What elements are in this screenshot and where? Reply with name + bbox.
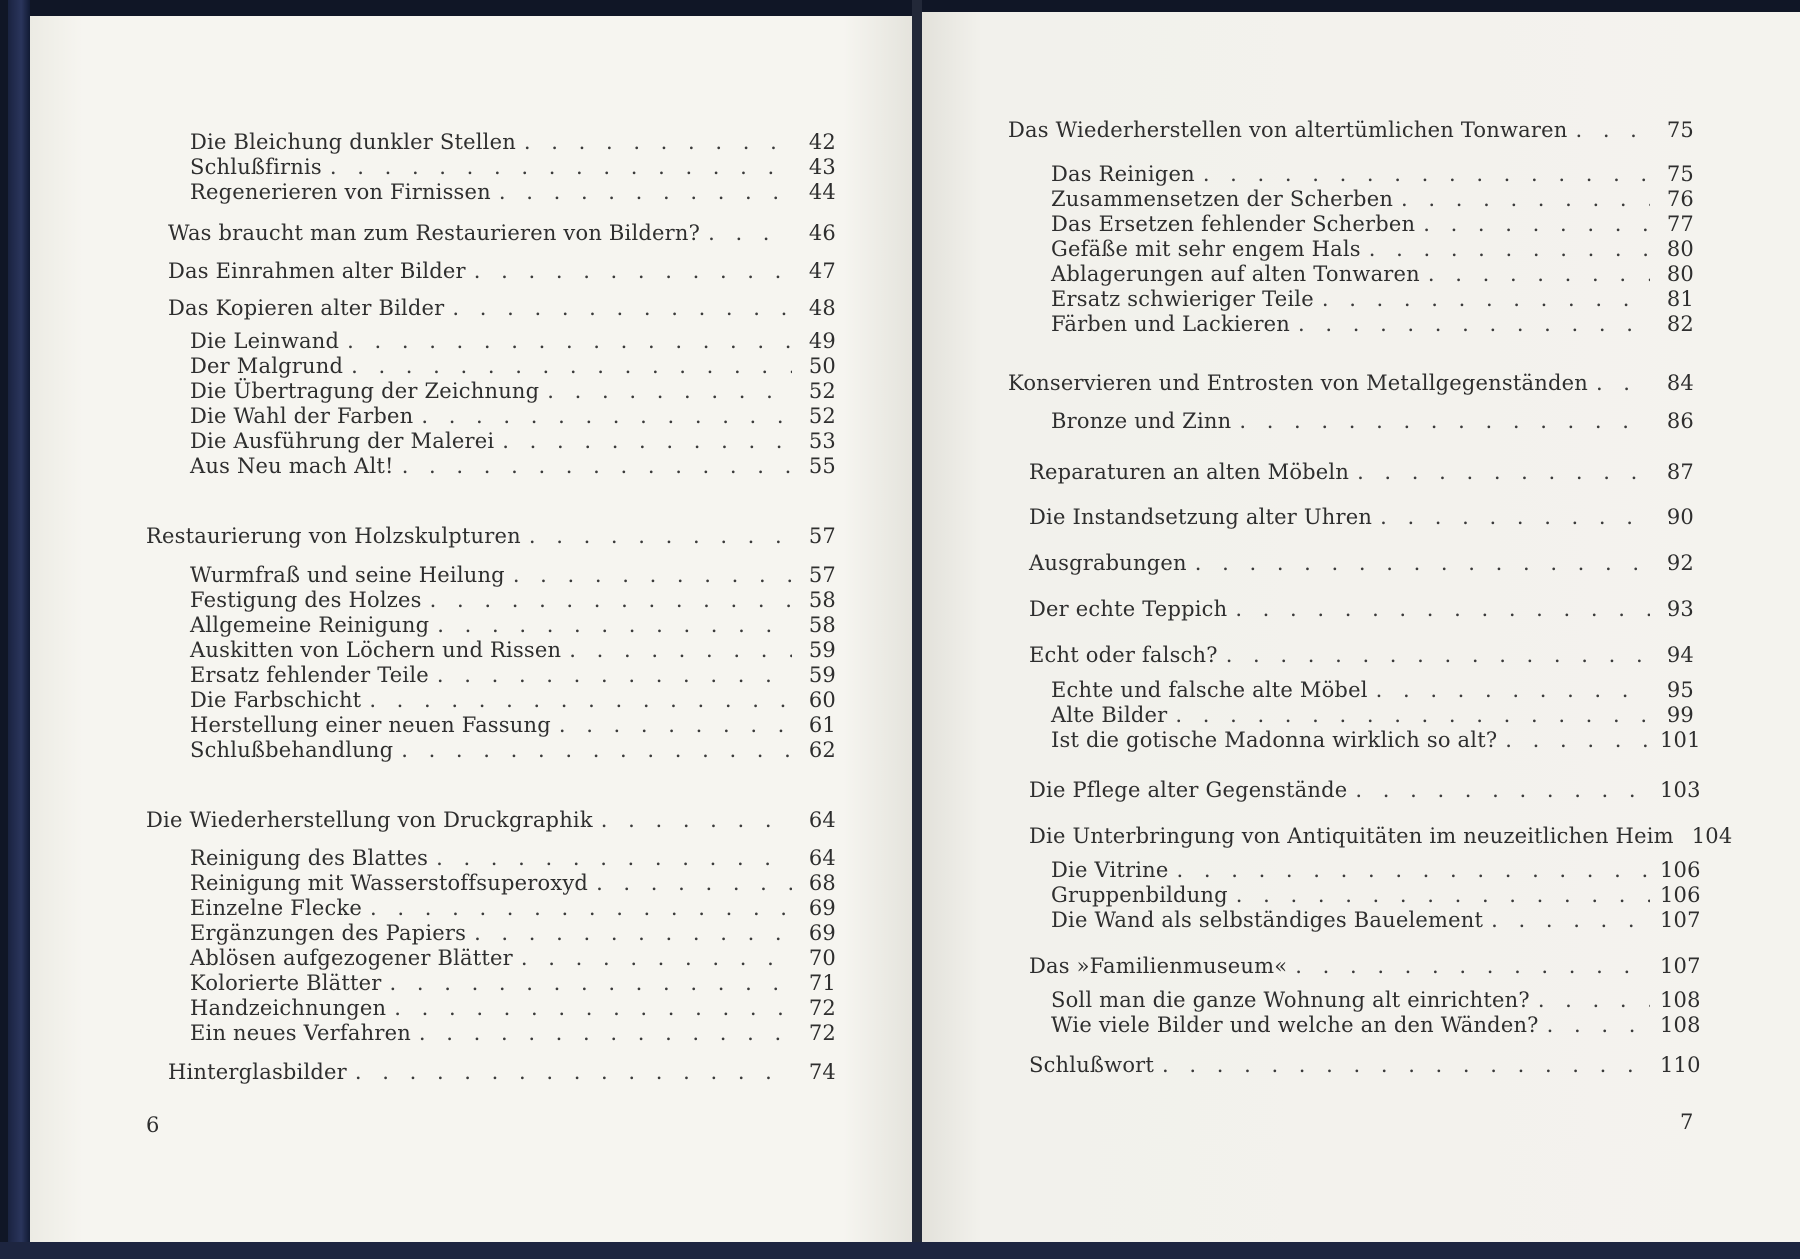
toc-entry-page: 86 — [1666, 409, 1694, 433]
toc-entry — [1051, 883, 1701, 907]
toc-entry-title: Die Instandsetzung alter Uhren — [1029, 505, 1373, 529]
toc-leader-dots — [1491, 908, 1650, 932]
toc-leader-dots — [1177, 858, 1650, 882]
toc-entry — [190, 663, 836, 687]
toc-entry-page: 59 — [808, 638, 836, 662]
toc-entry-title: Die Unterbringung von Antiquitäten im neuzeitlichen Heim — [1029, 824, 1674, 848]
toc-entry-page: 93 — [1666, 597, 1694, 621]
toc-entry-title: Reparaturen an alten Möbeln — [1029, 460, 1350, 484]
toc-entry-page: 80 — [1666, 237, 1694, 261]
toc-entry-page: 72 — [808, 996, 836, 1020]
toc-leader-dots — [1203, 162, 1650, 186]
toc-entry-page: 68 — [808, 871, 836, 895]
toc-entry-page: 44 — [808, 180, 836, 204]
toc-leader-dots — [1298, 312, 1650, 336]
toc-entry — [1051, 908, 1701, 932]
toc-entry-page: 60 — [808, 688, 836, 712]
toc-leader-dots — [1162, 1053, 1650, 1077]
toc-leader-dots — [1428, 262, 1650, 286]
toc-entry — [1051, 162, 1694, 186]
toc-entry-title: Restaurierung von Holzskulpturen — [146, 524, 521, 548]
cover-edge — [8, 0, 30, 1259]
toc-entry — [1051, 858, 1701, 882]
toc-entry-title: Schlußbehandlung — [190, 738, 394, 762]
toc-entry — [1029, 643, 1694, 667]
toc-entry — [190, 329, 836, 353]
toc-entry-title: Ist die gotische Madonna wirklich so alt? — [1051, 728, 1498, 752]
toc-entry-title: Kolorierte Blätter — [190, 971, 382, 995]
toc-entry — [146, 524, 836, 548]
toc-leader-dots — [351, 354, 792, 378]
toc-entry-title: Gruppenbildung — [1051, 883, 1228, 907]
toc-entry-page: 94 — [1666, 643, 1694, 667]
toc-entry — [190, 688, 836, 712]
toc-entry-page: 74 — [808, 1060, 836, 1084]
toc-entry-title: Das »Familienmuseum« — [1029, 954, 1288, 978]
toc-entry — [1029, 460, 1694, 484]
toc-entry — [1029, 954, 1701, 978]
toc-entry — [1051, 312, 1694, 336]
toc-entry-page: 58 — [808, 613, 836, 637]
toc-leader-dots — [529, 524, 792, 548]
toc-leader-dots — [559, 713, 792, 737]
toc-entry-page: 108 — [1660, 1013, 1701, 1037]
toc-entry-title: Ablösen aufgezogener Blätter — [190, 946, 513, 970]
toc-entry — [190, 454, 836, 478]
toc-leader-dots — [401, 738, 792, 762]
toc-entry — [190, 738, 836, 762]
toc-leader-dots — [402, 454, 792, 478]
toc-entry-title: Alte Bilder — [1051, 703, 1168, 727]
toc-leader-dots — [1236, 883, 1650, 907]
toc-entry-page: 95 — [1666, 678, 1694, 702]
toc-entry-title: Einzelne Flecke — [190, 896, 363, 920]
toc-leader-dots — [1369, 237, 1650, 261]
toc-entry-page: 107 — [1660, 908, 1701, 932]
toc-entry — [1051, 1013, 1701, 1037]
toc-entry-title: Bronze und Zinn — [1051, 409, 1232, 433]
toc-entry-page: 71 — [808, 971, 836, 995]
toc-entry-title: Die Ausführung der Malerei — [190, 429, 495, 453]
toc-entry — [146, 808, 836, 832]
toc-entry — [1051, 678, 1694, 702]
toc-entry-page: 48 — [808, 296, 836, 320]
toc-entry-title: Die Wahl der Farben — [190, 404, 414, 428]
toc-entry — [1051, 703, 1694, 727]
toc-leader-dots — [1401, 187, 1650, 211]
toc-entry — [1051, 212, 1694, 236]
toc-leader-dots — [394, 996, 792, 1020]
toc-leader-dots — [436, 846, 792, 870]
toc-entry-title: Ablagerungen auf alten Tonwaren — [1051, 262, 1420, 286]
toc-entry-page: 50 — [808, 354, 836, 378]
toc-leader-dots — [1295, 954, 1650, 978]
toc-leader-dots — [437, 663, 792, 687]
toc-entry — [190, 871, 836, 895]
toc-entry — [190, 1021, 836, 1045]
toc-leader-dots — [355, 1060, 792, 1084]
toc-leader-dots — [521, 946, 792, 970]
toc-leader-dots — [330, 155, 792, 179]
toc-entry-title: Ersatz schwieriger Teile — [1051, 287, 1314, 311]
toc-entry-title: Der Malgrund — [190, 354, 344, 378]
toc-leader-dots — [1575, 118, 1650, 142]
toc-entry-title: Ersatz fehlender Teile — [190, 663, 429, 687]
toc-entry — [1008, 118, 1694, 142]
toc-leader-dots — [369, 688, 792, 712]
toc-leader-dots — [1423, 212, 1650, 236]
toc-entry — [190, 971, 836, 995]
toc-entry-page: 58 — [808, 588, 836, 612]
toc-entry-page: 90 — [1666, 505, 1694, 529]
toc-entry-title: Auskitten von Löchern und Rissen — [190, 638, 562, 662]
toc-entry-page: 87 — [1666, 460, 1694, 484]
toc-entry-title: Die Farbschicht — [190, 688, 362, 712]
toc-entry — [190, 354, 836, 378]
toc-entry-page: 42 — [808, 130, 836, 154]
toc-entry — [1051, 988, 1701, 1012]
toc-entry-title: Gefäße mit sehr engem Hals — [1051, 237, 1361, 261]
toc-entry-page: 52 — [808, 404, 836, 428]
toc-entry-page: 49 — [808, 329, 836, 353]
toc-entry — [1051, 728, 1701, 752]
cover-bottom-edge — [0, 1242, 1800, 1259]
toc-entry — [190, 404, 836, 428]
toc-leader-dots — [1538, 988, 1650, 1012]
toc-entry-title: Das Reinigen — [1051, 162, 1195, 186]
toc-entry — [190, 613, 836, 637]
toc-entry-title: Ausgrabungen — [1029, 551, 1187, 575]
toc-leader-dots — [1322, 287, 1650, 311]
toc-leader-dots — [601, 808, 792, 832]
toc-entry — [1029, 778, 1701, 802]
toc-entry-page: 76 — [1666, 187, 1694, 211]
toc-leader-dots — [437, 613, 792, 637]
toc-entry-page: 64 — [808, 846, 836, 870]
toc-entry-page: 46 — [808, 221, 836, 245]
toc-entry-title: Färben und Lackieren — [1051, 312, 1291, 336]
toc-leader-dots — [452, 296, 792, 320]
toc-entry-title: Hinterglasbilder — [168, 1060, 347, 1084]
toc-entry-title: Handzeichnungen — [190, 996, 387, 1020]
book-gutter — [912, 0, 922, 1259]
toc-entry — [168, 221, 836, 245]
toc-entry — [168, 259, 836, 283]
toc-entry-title: Die Wand als selbständiges Bauelement — [1051, 908, 1484, 932]
toc-entry — [168, 1060, 836, 1084]
toc-entry — [1029, 505, 1694, 529]
toc-entry-page: 53 — [808, 429, 836, 453]
toc-entry-page: 110 — [1660, 1053, 1701, 1077]
toc-entry-page: 57 — [808, 524, 836, 548]
toc-entry-page: 75 — [1666, 162, 1694, 186]
toc-leader-dots — [1376, 678, 1650, 702]
toc-entry-title: Die Leinwand — [190, 329, 340, 353]
toc-leader-dots — [419, 1021, 792, 1045]
toc-entry — [190, 921, 836, 945]
toc-entry-page: 57 — [808, 563, 836, 587]
toc-leader-dots — [1239, 409, 1650, 433]
toc-entry-page: 84 — [1666, 371, 1694, 395]
toc-entry-title: Echt oder falsch? — [1029, 643, 1218, 667]
toc-entry-title: Allgemeine Reinigung — [190, 613, 430, 637]
toc-entry-page: 101 — [1660, 728, 1701, 752]
toc-entry-page: 103 — [1660, 778, 1701, 802]
toc-entry — [190, 713, 836, 737]
toc-leader-dots — [1195, 551, 1650, 575]
toc-entry-page: 52 — [808, 379, 836, 403]
toc-entry-title: Der echte Teppich — [1029, 597, 1228, 621]
toc-leader-dots — [430, 588, 792, 612]
toc-entry-title: Die Bleichung dunkler Stellen — [190, 130, 516, 154]
toc-entry-title: Das Ersetzen fehlender Scherben — [1051, 212, 1416, 236]
toc-leader-dots — [513, 563, 792, 587]
toc-entry-title: Die Übertragung der Zeichnung — [190, 379, 540, 403]
toc-entry — [1051, 409, 1694, 433]
toc-entry-title: Ein neues Verfahren — [190, 1021, 411, 1045]
page-number-right: 7 — [1680, 1110, 1694, 1134]
toc-entry — [190, 638, 836, 662]
toc-entry-title: Echte und falsche alte Möbel — [1051, 678, 1368, 702]
toc-entry — [190, 588, 836, 612]
toc-leader-dots — [547, 379, 792, 403]
toc-leader-dots — [1355, 778, 1650, 802]
toc-entry-title: Was braucht man zum Restaurieren von Bildern? — [168, 221, 701, 245]
toc-entry-page: 69 — [808, 921, 836, 945]
toc-entry — [190, 130, 836, 154]
toc-entry — [1029, 551, 1694, 575]
toc-entry — [190, 429, 836, 453]
toc-entry-page: 108 — [1660, 988, 1701, 1012]
toc-entry — [1051, 287, 1694, 311]
toc-leader-dots — [1547, 1013, 1650, 1037]
toc-entry — [190, 946, 836, 970]
toc-entry — [190, 563, 836, 587]
toc-leader-dots — [347, 329, 792, 353]
toc-entry-title: Wie viele Bilder und welche an den Wänden? — [1051, 1013, 1539, 1037]
toc-entry-page: 99 — [1666, 703, 1694, 727]
toc-entry-page: 106 — [1660, 883, 1701, 907]
toc-entry — [190, 379, 836, 403]
toc-leader-dots — [569, 638, 792, 662]
toc-entry — [1051, 262, 1694, 286]
toc-entry — [190, 896, 836, 920]
toc-entry-title: Zusammensetzen der Scherben — [1051, 187, 1394, 211]
toc-leader-dots — [474, 921, 792, 945]
page-number-left: 6 — [146, 1113, 160, 1137]
toc-leader-dots — [1505, 728, 1650, 752]
toc-entry-page: 62 — [808, 738, 836, 762]
toc-entry — [190, 180, 836, 204]
toc-entry-title: Schlußfirnis — [190, 155, 322, 179]
toc-entry-title: Das Einrahmen alter Bilder — [168, 259, 466, 283]
toc-leader-dots — [474, 259, 792, 283]
toc-entry-title: Das Kopieren alter Bilder — [168, 296, 445, 320]
toc-entry-title: Reinigung des Blattes — [190, 846, 429, 870]
toc-entry-title: Reinigung mit Wasserstoffsuperoxyd — [190, 871, 589, 895]
toc-entry-page: 70 — [808, 946, 836, 970]
toc-entry — [1029, 1053, 1701, 1077]
toc-entry-page: 69 — [808, 896, 836, 920]
toc-entry-page: 43 — [808, 155, 836, 179]
toc-entry-title: Wurmfraß und seine Heilung — [190, 563, 505, 587]
toc-entry-page: 55 — [808, 454, 836, 478]
toc-leader-dots — [421, 404, 792, 428]
toc-leader-dots — [1380, 505, 1650, 529]
toc-entry-title: Aus Neu mach Alt! — [190, 454, 394, 478]
toc-entry-page: 61 — [808, 713, 836, 737]
toc-entry-page: 106 — [1660, 858, 1701, 882]
toc-entry-title: Herstellung einer neuen Fassung — [190, 713, 551, 737]
toc-entry-page: 47 — [808, 259, 836, 283]
toc-entry — [1051, 237, 1694, 261]
toc-leader-dots — [499, 180, 792, 204]
toc-entry-title: Ergänzungen des Papiers — [190, 921, 467, 945]
toc-entry — [1051, 187, 1694, 211]
toc-entry — [190, 846, 836, 870]
toc-entry-title: Die Wiederherstellung von Druckgraphik — [146, 808, 593, 832]
toc-entry — [1029, 597, 1694, 621]
toc-leader-dots — [1175, 703, 1650, 727]
toc-entry-title: Schlußwort — [1029, 1053, 1155, 1077]
toc-entry-title: Festigung des Holzes — [190, 588, 422, 612]
toc-entry-title: Soll man die ganze Wohnung alt einrichten? — [1051, 988, 1530, 1012]
toc-leader-dots — [1596, 371, 1650, 395]
toc-entry-title: Regenerieren von Firnissen — [190, 180, 491, 204]
toc-entry-title: Das Wiederherstellen von altertümlichen Tonwaren — [1008, 118, 1568, 142]
toc-leader-dots — [596, 871, 792, 895]
toc-entry-page: 77 — [1666, 212, 1694, 236]
toc-entry-page: 92 — [1666, 551, 1694, 575]
toc-leader-dots — [370, 896, 792, 920]
toc-entry-title: Die Pflege alter Gegenstände — [1029, 778, 1348, 802]
toc-entry-page: 80 — [1666, 262, 1694, 286]
toc-entry-page: 75 — [1666, 118, 1694, 142]
toc-entry-page: 104 — [1691, 824, 1733, 848]
toc-leader-dots — [1357, 460, 1650, 484]
toc-entry-page: 82 — [1666, 312, 1694, 336]
toc-entry — [190, 155, 836, 179]
toc-leader-dots — [708, 221, 792, 245]
toc-leader-dots — [1226, 643, 1650, 667]
toc-leader-dots — [524, 130, 792, 154]
toc-entry — [1008, 371, 1694, 395]
toc-leader-dots — [1235, 597, 1650, 621]
toc-entry — [1029, 824, 1733, 848]
toc-entry-title: Konservieren und Entrosten von Metallgegenständen — [1008, 371, 1588, 395]
toc-entry — [190, 996, 836, 1020]
toc-leader-dots — [390, 971, 792, 995]
toc-leader-dots — [502, 429, 792, 453]
toc-entry-page: 81 — [1666, 287, 1694, 311]
toc-entry-page: 72 — [808, 1021, 836, 1045]
toc-entry-page: 64 — [808, 808, 836, 832]
toc-entry — [168, 296, 836, 320]
toc-entry-title: Die Vitrine — [1051, 858, 1169, 882]
toc-entry-page: 59 — [808, 663, 836, 687]
toc-entry-page: 107 — [1660, 954, 1701, 978]
